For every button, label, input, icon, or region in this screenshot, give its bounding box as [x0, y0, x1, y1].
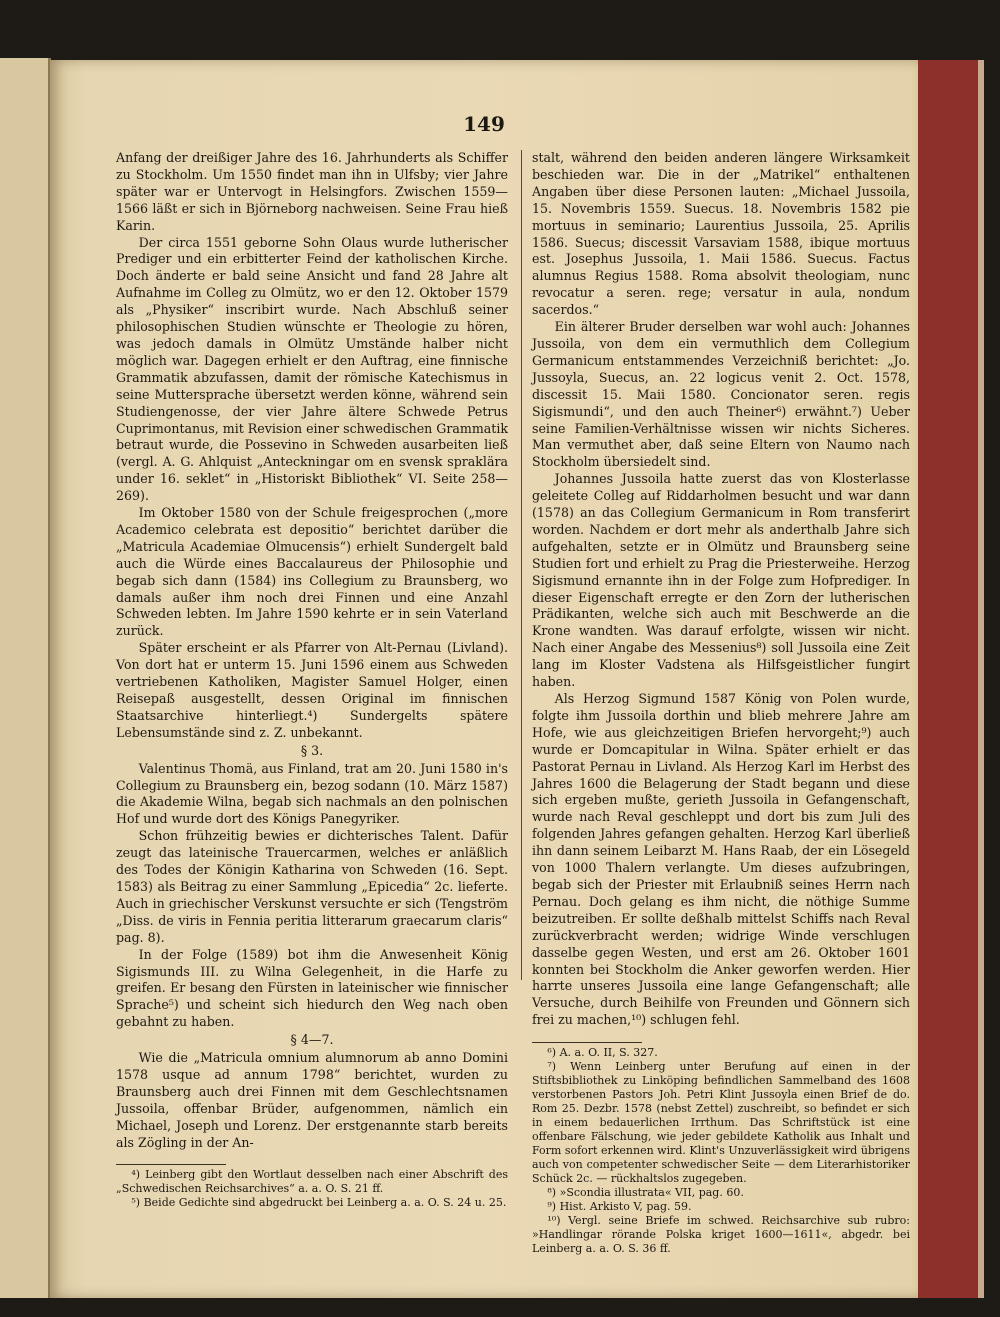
footnote-rule	[116, 1164, 226, 1165]
section-heading: § 4—7.	[290, 1032, 334, 1048]
paragraph: Ein älterer Bruder derselben war wohl auch: Johannes Jussoila, von dem ein vermuthlich dem Collegium Germanicum entstammendes Verzeichniß berichtet: „Jo. Jussoyla, Suecus, an. 22 logicus venit 2. Oct. 1578, discessit 15. Maii 1580. Concionator seren. regis Sigismundi“, und den auch Theiner⁶) erwähnt.⁷) Ueber seine Familien-Verhältnisse wissen wir nichts Sicheres. Man vermuthet aber, daß seine Eltern von Naumo nach Stockholm übersiedelt sind.	[532, 319, 910, 470]
right-column	[532, 150, 910, 1256]
paragraph: In der Folge (1589) bot ihm die Anwesenheit König Sigismunds III. zu Wilna Gelegenheit, in die Harfe zu greifen. Er besang den Fürsten in lateinischer wie finnischer Sprache⁵) und scheint sich hiedurch den Weg nach oben gebahnt zu haben.	[116, 946, 508, 1030]
paragraph: Der circa 1551 geborne Sohn Olaus wurde lutherischer Prediger und ein erbitterter Feind der katholischen Kirche. Doch änderte er bald seine Ansicht und fand 28 Jahre alt Aufnahme im Colleg zu Olmütz, wo er den 12. Oktober 1579 als „Physiker“ inscribirt wurde. Nach Abschluß seiner philosophischen Studien wünschte er Theologie zu hören, was jedoch damals in Olmütz Umstände halber nicht möglich war. Dagegen erhielt er den Auftrag, eine finnische Grammatik abzufassen, damit der römische Katechismus in seine Muttersprache übersetzt werden könne, während sein Studiengenosse, der vier Jahre ältere Schwede Petrus Cuprimontanus, mit Revision einer schwedischen Grammatik betraut wurde, die Possevino in Schweden ausarbeiten ließ (vergl. A. G. Ahlquist „Anteckningar om en svensk spraklära under 16. seklet“ in „Historiskt Bibliothek“ VI. Seite 258—269).	[116, 234, 508, 504]
footnote: ⁶) A. a. O. II, S. 327.	[547, 1046, 658, 1060]
footnote: ⁴) Leinberg gibt den Wortlaut desselben nach einer Abschrift des „Schwedischen Reichsarchives“ a. a. O. S. 21 ff.	[116, 1168, 508, 1196]
footnote-rule	[532, 1042, 642, 1043]
paragraph: Anfang der dreißiger Jahre des 16. Jahrhunderts als Schiffer zu Stockholm. Um 1550 findet man ihn in Ulfsby; vier Jahre später war er Untervogt in Helsingfors. Zwischen 1559—1566 läßt er sich in Björneborg nachweisen. Seine Frau hieß Karin.	[116, 150, 508, 233]
footnotes	[532, 1034, 910, 1256]
paragraph: Später erscheint er als Pfarrer von Alt-Pernau (Livland). Von dort hat er unterm 15. Juni 1596 einem aus Schweden vertriebenen Katholiken, Magister Samuel Holger, einen Reisepaß ausgestellt, dessen Original im finnischen Staatsarchive hinterliegt.⁴) Sundergelts spätere Lebensumstände sind z. Z. unbekannt.	[116, 640, 508, 740]
footnote: ¹⁰) Vergl. seine Briefe im schwed. Reichsarchive sub rubro: »Handlingar rörande Polska kriget 1600—1611«, abgedr. bei Leinberg a. a. O. S. 36 ff.	[532, 1214, 910, 1256]
footnote: ⁹) Hist. Arkisto V, pag. 59.	[547, 1200, 692, 1214]
paragraph: Valentinus Thomä, aus Finland, trat am 20. Juni 1580 in's Collegium zu Braunsberg ein, bezog sodann (10. März 1587) die Akademie Wilna, begab sich nachmals an den polnischen Hof und wurde dort des Königs Panegyriker.	[116, 760, 508, 827]
left-column	[116, 150, 508, 1210]
footnote: ⁵) Beide Gedichte sind abgedruckt bei Leinberg a. a. O. S. 24 u. 25.	[131, 1196, 507, 1210]
previous-page-edge	[0, 58, 51, 1298]
paragraph: Johannes Jussoila hatte zuerst das von Klosterlasse geleitete Colleg auf Riddarholmen besucht und war dann (1578) an das Collegium Germanicum in Rom transferirt worden. Nachdem er dort mehr als anderthalb Jahre sich aufgehalten, setzte er in Olmütz und Braunsberg seine Studien fort und erhielt zu Prag die Priesterweihe. Herzog Sigismund ernannte ihn in der Folge zum Hofprediger. In dieser Eigenschaft erregte er den Zorn der lutherischen Prädikanten, welche sich auch mit Beschwerde an die Krone wandten. Was darauf erfolgte, wissen wir nicht. Nach einer Angabe des Messenius⁸) soll Jussoila eine Zeit lang im Kloster Vadstena als Hilfsgeistlicher fungirt haben.	[532, 471, 910, 690]
footnote: ⁷) Wenn Leinberg unter Berufung auf einen in der Stiftsbibliothek zu Linköping befindlichen Sammelband des 1608 verstorbenen Pastors Joh. Petri Klint Jussoyla einen Brief de do. Rom 25. Dezbr. 1578 (nebst Zettel) zuschreibt, so befindet er sich in einem bedauerlichen Irrthum. Das Schriftstück ist eine offenbare Fälschung, wie jeder gebildete Katholik aus Inhalt und Form sofort erkennen wird. Klint's Unzuverlässigkeit wird übrigens auch von competenter schwedischer Seite — dem Literarhistoriker Schück 2c. — rückhaltslos zugegeben.	[532, 1060, 910, 1186]
paragraph: Wie die „Matricula omnium alumnorum ab anno Domini 1578 usque ad annum 1798“ berichtet, wurden zu Braunsberg auch drei Finnen mit dem Geschlechtsnamen Jussoila, offenbar Brüder, aufgenommen, nämlich ein Michael, Joseph und Lorenz. Der erstgenannte starb bereits als Zögling in der An-	[116, 1050, 508, 1150]
section-heading: § 3.	[300, 742, 324, 758]
paragraph: stalt, während den beiden anderen längere Wirksamkeit beschieden war. Die in der „Matrikel“ enthaltenen Angaben über diese Personen lauten: „Michael Jussoila, 15. Novembris 1559. Suecus. 18. Novembris 1582 pie mortuus in seminario; Laurentius Jussoila, 25. Aprilis 1586. Suecus; discessit Varsaviam 1588, ibique mortuus est. Josephus Jussoila, 1. Maii 1586. Suecus. Factus alumnus Regius 1588. Roma absolvit theologiam, nunc revocatur a seren. rege; versatur in aula, nondum sacerdos.“	[532, 150, 910, 318]
footnote: ⁸) »Scondia illustrata« VII, pag. 60.	[547, 1186, 744, 1200]
footnotes	[116, 1156, 508, 1210]
paragraph: Als Herzog Sigmund 1587 König von Polen wurde, folgte ihm Jussoila dorthin und blieb mehrere Jahre am Hofe, wie aus gleichzeitigen Briefen hervorgeht;⁹) auch wurde er Domcapitular in Wilna. Später erhielt er das Pastorat Pernau in Livland. Als Herzog Karl im Herbst des Jahres 1600 die Belagerung der Stadt begann und diese sich ergeben mußte, gerieth Jussoila in Gefangenschaft, wurde nach Reval geschleppt und dort bis zum Juli des folgenden Jahres gefangen gehalten. Herzog Karl überließ ihn dann seinem Leibarzt M. Hans Raab, der ein Lösegeld von 1000 Thalern verlangte. Um dieses aufzubringen, begab sich der Priester mit Erlaubniß seines Herrn nach Pernau. Doch gelang es ihm nicht, die nöthige Summe beizutreiben. Er sollte deßhalb mittelst Schiffs nach Reval zurückverbracht werden; widrige Winde verschlugen dasselbe gegen Westen, und erst am 26. Oktober 1601 konnten bei Stockholm die Anker geworfen werden. Hier harrte unseres Jussoila eine lange Gefangenschaft; alle Versuche, durch Beihilfe von Freunden und Gönnern sich frei zu machen,¹⁰) schlugen fehl.	[532, 691, 910, 1028]
book-page	[50, 60, 918, 1298]
page-number: 149	[463, 112, 505, 136]
paragraph: Schon frühzeitig bewies er dichterisches Talent. Dafür zeugt das lateinische Trauercarmen, welches er anläßlich des Todes der Königin Katharina von Schweden (16. Sept. 1583) als Beitrag zu einer Sammlung „Epicedia“ 2c. lieferte. Auch in griechischer Verskunst versuchte er sich (Tengström „Diss. de viris in Fennia peritia litterarum graecarum claris“ pag. 8).	[116, 828, 508, 945]
paragraph: Im Oktober 1580 von der Schule freigesprochen („more Academico celebrata est depositio“ berichtet darüber die „Matricula Academiae Olmucensis“) erhielt Sundergelt bald auch die Würde eines Baccalaureus der Philosophie und begab sich dann (1584) ins Collegium zu Braunsberg, wo damals außer ihm noch drei Finnen und eine Anzahl Schweden lebten. Im Jahre 1590 kehrte er in sein Vaterland zurück.	[116, 505, 508, 639]
column-divider	[521, 150, 522, 980]
